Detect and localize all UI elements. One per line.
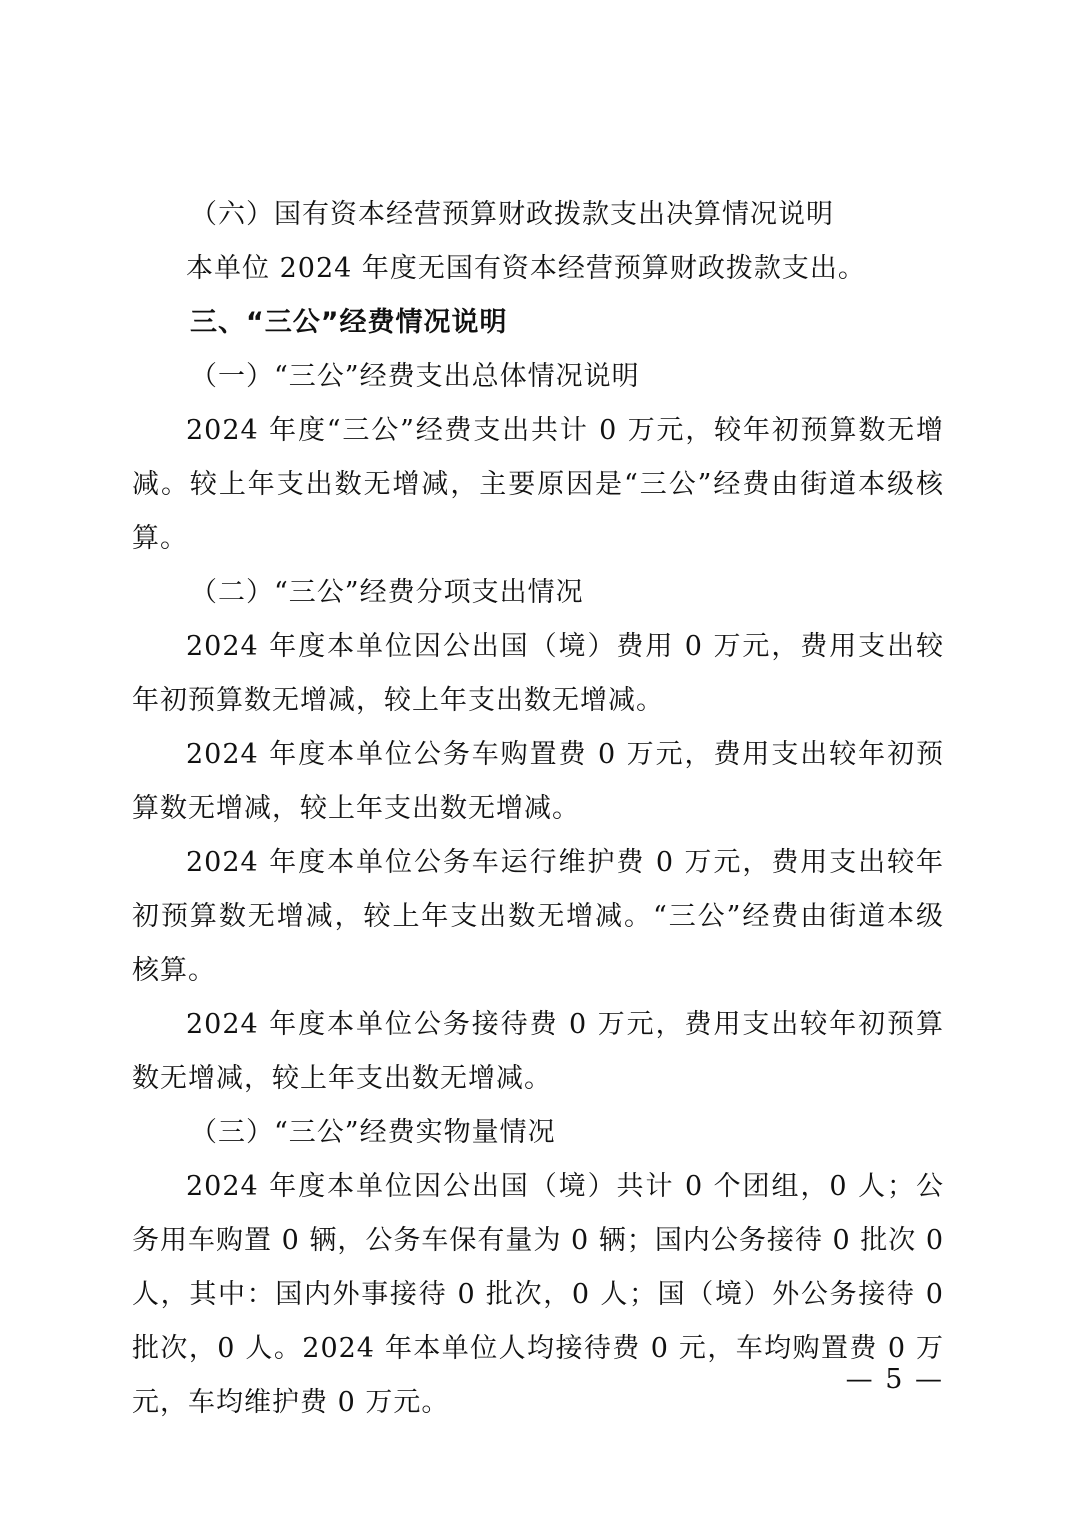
section-3-body: 2024 年度本单位因公出国（境）共计 0 个团组，0 人；公务用车购置 0 辆，公务车保有量为 0 辆；国内公务接待 0 批次 0 人，其中：国内外事接待 0 批次，0 人；国（境）外公务接待 0 批次，0 人。2024 年本单位人均接待费 0 元，车均购置费 0 万元，车均维护费 0 万元。 bbox=[132, 1171, 944, 1418]
section-2-title: （二）“三公”经费分项支出情况 bbox=[190, 577, 584, 608]
section-2-paragraph-2: 2024 年度本单位公务车购置费 0 万元，费用支出较年初预算数无增减，较上年支出数无增减。 bbox=[132, 739, 944, 824]
section-2-paragraph-1: 2024 年度本单位因公出国（境）费用 0 万元，费用支出较年初预算数无增减，较上年支出数无增减。 bbox=[132, 631, 944, 716]
section-1-body: 2024 年度“三公”经费支出共计 0 万元，较年初预算数无增减。较上年支出数无增减，主要原因是“三公”经费由街道本级核算。 bbox=[132, 415, 944, 554]
section-6-body: 本单位 2024 年度无国有资本经营预算财政拨款支出。 bbox=[186, 253, 866, 284]
page-number: — 5 — bbox=[845, 1364, 944, 1395]
section-6-title: （六）国有资本经营预算财政拨款支出决算情况说明 bbox=[190, 199, 834, 230]
section-2-paragraph-4: 2024 年度本单位公务接待费 0 万元，费用支出较年初预算数无增减，较上年支出数无增减。 bbox=[132, 1009, 944, 1094]
part-3-title: 三、“三公”经费情况说明 bbox=[190, 307, 508, 338]
section-1-title: （一）“三公”经费支出总体情况说明 bbox=[190, 361, 640, 392]
document-page bbox=[132, 188, 944, 1430]
section-2-paragraph-3: 2024 年度本单位公务车运行维护费 0 万元，费用支出较年初预算数无增减，较上年支出数无增减。“三公”经费由街道本级核算。 bbox=[132, 847, 944, 986]
section-3-title: （三）“三公”经费实物量情况 bbox=[190, 1117, 556, 1148]
